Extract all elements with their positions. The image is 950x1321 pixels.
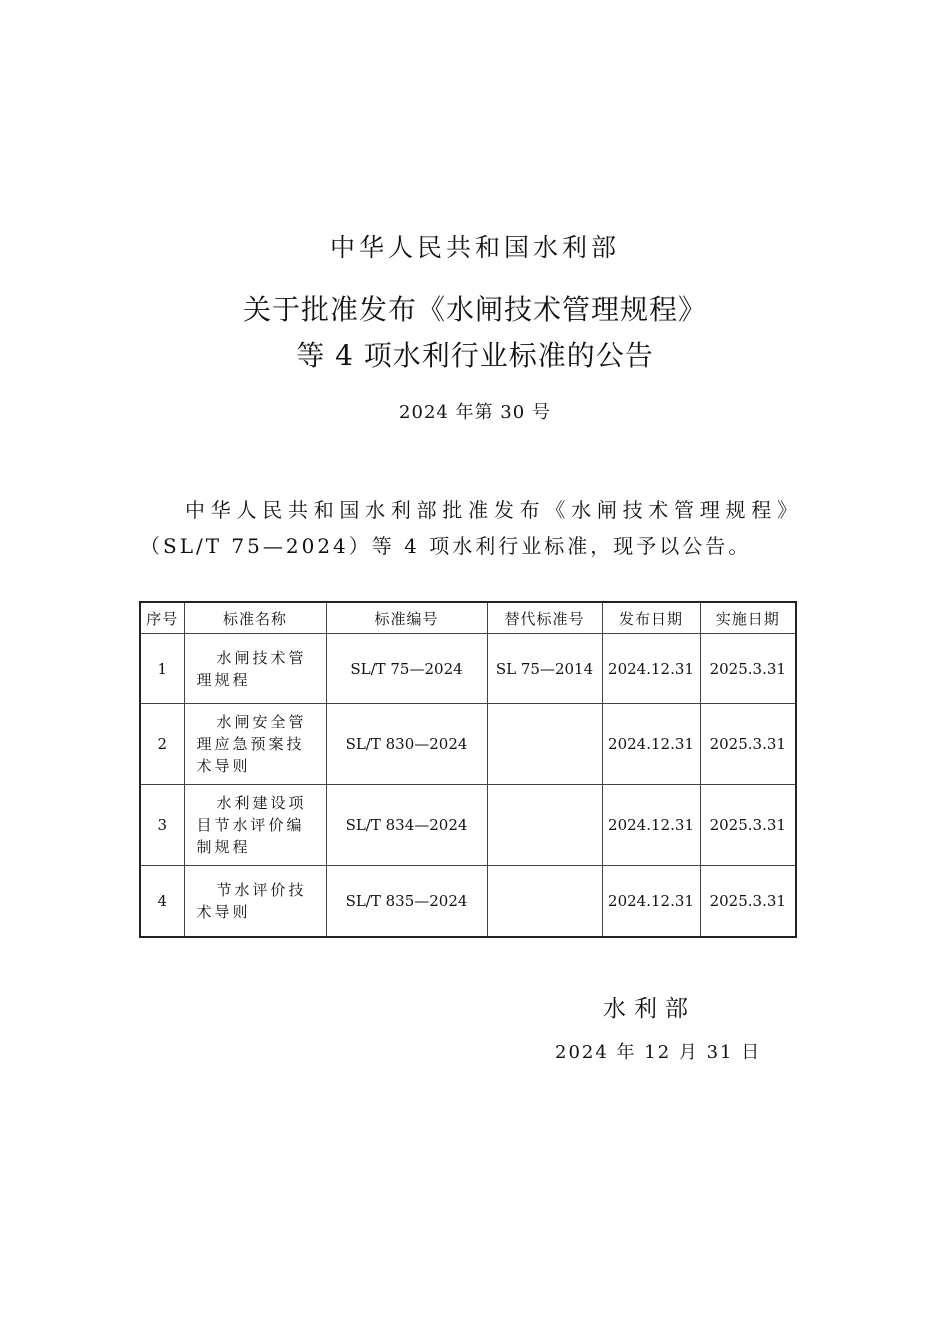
row-no: 1	[140, 634, 184, 704]
table-row	[140, 704, 796, 785]
header-replaces: 替代标准号	[487, 602, 602, 634]
header-published: 发布日期	[602, 602, 700, 634]
row-code: SL/T 830—2024	[326, 704, 487, 785]
row-published: 2024.12.31	[602, 785, 700, 866]
row-name	[184, 634, 326, 704]
row-published: 2024.12.31	[602, 704, 700, 785]
row-name-text: 水利建设项目节水评价编制规程	[196, 794, 307, 856]
table-header-row	[140, 602, 796, 634]
row-name	[184, 866, 326, 937]
table-row	[140, 634, 796, 704]
table-row	[140, 785, 796, 866]
row-replaces	[487, 866, 602, 937]
notice-title-line-2: 等 4 项水利行业标准的公告	[296, 339, 654, 372]
header-no: 序号	[140, 602, 184, 634]
issue-number: 2024 年第 30 号	[399, 402, 551, 423]
row-code: SL/T 835—2024	[326, 866, 487, 937]
row-effective: 2025.3.31	[700, 785, 796, 866]
row-no: 4	[140, 866, 184, 937]
row-name-text: 水闸安全管理应急预案技术导则	[196, 713, 307, 775]
row-replaces	[487, 704, 602, 785]
signature-date: 2024 年 12 月 31 日	[555, 1042, 762, 1063]
row-name	[184, 785, 326, 866]
standards-table	[139, 601, 797, 938]
row-code: SL/T 834—2024	[326, 785, 487, 866]
row-published: 2024.12.31	[602, 634, 700, 704]
signature-organization: 水利部	[603, 996, 696, 1022]
table-row	[140, 866, 796, 937]
row-effective: 2025.3.31	[700, 866, 796, 937]
row-code: SL/T 75—2024	[326, 634, 487, 704]
header-name: 标准名称	[184, 602, 326, 634]
notice-body-paragraph: 中华人民共和国水利部批准发布《水闸技术管理规程》（SL/T 75—2024）等 4 项水利行业标准，现予以公告。	[140, 498, 800, 558]
row-effective: 2025.3.31	[700, 634, 796, 704]
issuing-organization: 中华人民共和国水利部	[329, 233, 620, 262]
row-replaces: SL 75—2014	[487, 634, 602, 704]
header-code: 标准编号	[326, 602, 487, 634]
row-effective: 2025.3.31	[700, 704, 796, 785]
row-name-text: 水闸技术管理规程	[196, 648, 307, 689]
notice-title-line-1: 关于批准发布《水闸技术管理规程》	[242, 293, 707, 326]
row-name-text: 节水评价技术导则	[196, 880, 307, 921]
header-effective: 实施日期	[700, 602, 796, 634]
row-no: 2	[140, 704, 184, 785]
row-replaces	[487, 785, 602, 866]
row-no: 3	[140, 785, 184, 866]
row-published: 2024.12.31	[602, 866, 700, 937]
row-name	[184, 704, 326, 785]
